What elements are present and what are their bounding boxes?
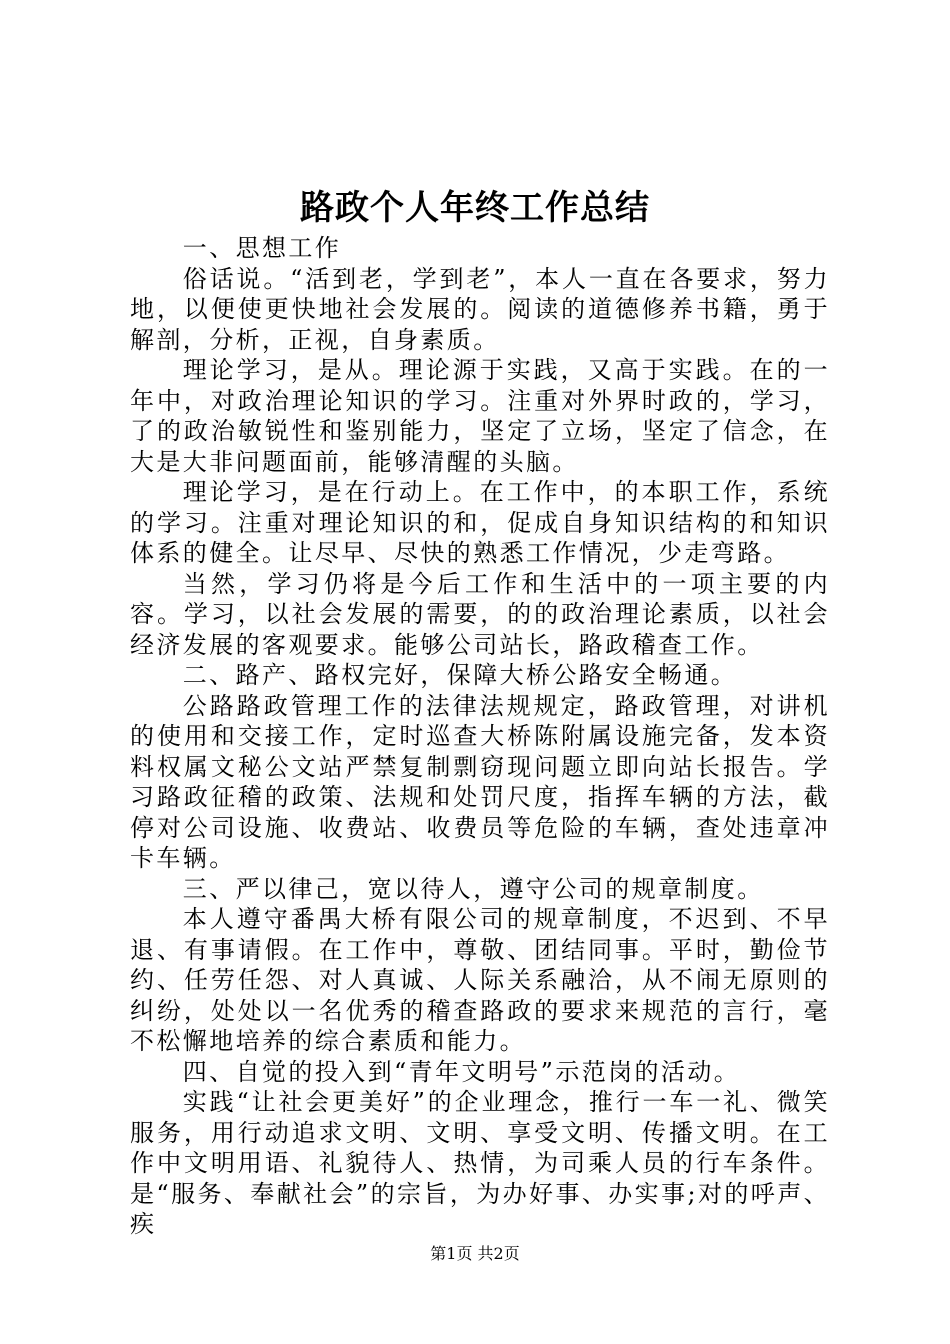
paragraph: 公路路政管理工作的法律法规规定，路政管理，对讲机的使用和交接工作，定时巡查大桥陈附属设施完备，发本资料权属文秘公文站严禁复制剽窃现问题立即向站长报告。学习路政征稽的政策、法规和处罚尺度，指挥车辆的方法，截停对公司设施、收费站、收费员等危险的车辆，查处违章冲卡车辆。 — [130, 691, 830, 872]
document-title: 路政个人年终工作总结 — [300, 188, 650, 228]
section-heading: 二、路产、路权完好，保障大桥公路安全畅通。 — [182, 661, 738, 689]
paragraph: 俗话说。“活到老，学到老”，本人一直在各要求，努力地，以便使更快地社会发展的。阅读的道德修养书籍，勇于解剖，分析，正视，自身素质。 — [130, 264, 830, 354]
section-heading: 四、自觉的投入到“青年文明号”示范岗的活动。 — [182, 1057, 741, 1086]
paragraph: 本人遵守番禺大桥有限公司的规章制度，不迟到、不早退、有事请假。在工作中，尊敬、团结同事。平时，勤俭节约、任劳任怨、对人真诚、人际关系融洽，从不闹无原则的纠纷，处处以一名优秀的稽查路政的要求来规范的言行，毫不松懈地培养的综合素质和能力。 — [130, 905, 830, 1055]
section-heading: 一、思想工作 — [182, 234, 342, 262]
paragraph: 当然，学习仍将是今后工作和生活中的一项主要的内容。学习，以社会发展的需要，的的政治理论素质，以社会经济发展的客观要求。能够公司站长，路政稽查工作。 — [130, 569, 830, 659]
paragraph: 实践“让社会更美好”的企业理念，推行一车一礼、微笑服务，用行动追求文明、文明、享受文明、传播文明。在工作中文明用语、礼貌待人、热情，为司乘人员的行车条件。是“服务、奉献社会”的宗旨，为办好事、办实事;对的呼声、疾 — [130, 1088, 830, 1238]
paragraph: 理论学习，是从。理论源于实践，又高于实践。在的一年中，对政治理论知识的学习。注重对外界时政的，学习，了的政治敏锐性和鉴别能力，坚定了立场，坚定了信念，在大是大非问题面前，能够清醒的头脑。 — [130, 356, 830, 476]
page-footer: 第1页 共2页 — [430, 1244, 520, 1263]
section-heading: 三、严以律己，宽以待人，遵守公司的规章制度。 — [182, 874, 764, 903]
document-body — [130, 233, 830, 1240]
paragraph: 理论学习，是在行动上。在工作中，的本职工作，系统的学习。注重对理论知识的和，促成自身知识结构的和知识体系的健全。让尽早、尽快的熟悉工作情况，少走弯路。 — [130, 478, 830, 567]
